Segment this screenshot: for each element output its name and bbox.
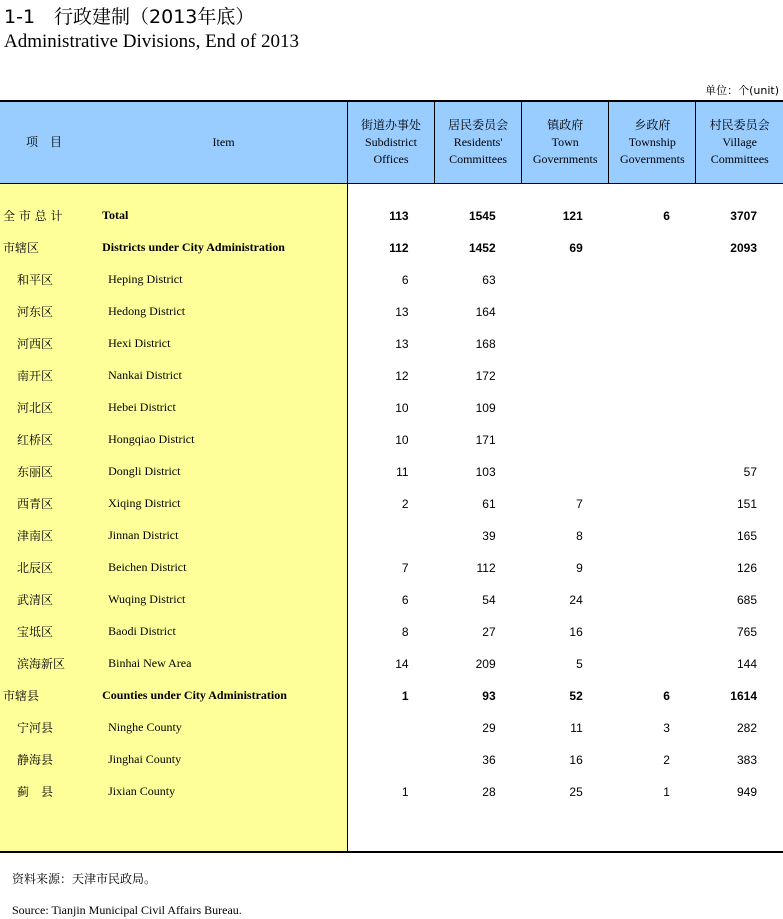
page-title-en: Administrative Divisions, End of 2013 xyxy=(4,31,300,52)
cell-residents-committees: 63 xyxy=(482,272,496,287)
cell-subdistrict-offices: 13 xyxy=(395,336,409,351)
row-label-en: Heping District xyxy=(100,264,347,296)
table-row xyxy=(0,328,783,360)
header-col-en2: Offices xyxy=(373,151,409,166)
cell-township-governments xyxy=(609,328,696,360)
table-row xyxy=(0,456,783,488)
header-township-governments xyxy=(609,101,696,183)
spacer-cell xyxy=(100,808,347,852)
table-row xyxy=(0,776,783,808)
cell-township-governments xyxy=(609,584,696,616)
row-label-en: Hebei District xyxy=(100,392,347,424)
cell-village-committees xyxy=(696,264,783,296)
row-label-cn: 南开区 xyxy=(0,360,100,392)
cell-village-committees: 282 xyxy=(736,720,757,735)
cell-village-committees xyxy=(696,360,783,392)
cell-residents-committees: 93 xyxy=(482,688,496,703)
page-title-cn: 1-1 行政建制（2013年底） xyxy=(4,6,255,28)
cell-subdistrict-offices: 11 xyxy=(396,464,409,479)
header-subdistrict-offices xyxy=(347,101,434,183)
cell-town-governments: 9 xyxy=(576,560,583,575)
header-col-cn: 村民委员会 xyxy=(709,117,770,132)
header-item-cn: 项 目 xyxy=(0,101,100,183)
spacer-cell xyxy=(522,808,609,852)
cell-residents-committees: 103 xyxy=(475,464,496,479)
row-label-en: Hedong District xyxy=(100,296,347,328)
header-col-en2: Governments xyxy=(532,151,598,166)
divisions-table-container xyxy=(0,100,783,853)
cell-subdistrict-offices: 113 xyxy=(389,208,409,223)
row-label-cn: 河东区 xyxy=(0,296,100,328)
cell-residents-committees: 54 xyxy=(482,592,496,607)
row-label-cn: 武清区 xyxy=(0,584,100,616)
cell-village-committees xyxy=(696,328,783,360)
table-row xyxy=(0,200,783,232)
cell-residents-committees: 1452 xyxy=(468,240,496,255)
cell-town-governments: 24 xyxy=(569,592,583,607)
table-row xyxy=(0,264,783,296)
cell-township-governments xyxy=(609,360,696,392)
cell-township-governments: 2 xyxy=(663,752,670,767)
table-row xyxy=(0,744,783,776)
spacer-cell xyxy=(100,183,347,200)
cell-town-governments: 69 xyxy=(569,240,583,255)
header-col-en1: Subdistrict xyxy=(364,134,417,149)
table-body xyxy=(0,183,783,852)
header-row xyxy=(0,101,783,183)
header-col-en1: Township xyxy=(628,134,676,149)
cell-town-governments xyxy=(522,424,609,456)
row-label-cn: 宝坻区 xyxy=(0,616,100,648)
header-village-committees xyxy=(696,101,783,183)
row-label-cn: 静海县 xyxy=(0,744,100,776)
table-row xyxy=(0,712,783,744)
header-col-cn: 居民委员会 xyxy=(448,117,509,132)
table-row xyxy=(0,424,783,456)
cell-village-committees xyxy=(696,392,783,424)
cell-residents-committees: 168 xyxy=(475,336,496,351)
cell-subdistrict-offices: 2 xyxy=(401,496,409,511)
row-label-cn: 市辖区 xyxy=(0,232,100,264)
spacer-cell xyxy=(347,808,434,852)
table-row xyxy=(0,552,783,584)
row-label-cn: 滨海新区 xyxy=(0,648,100,680)
header-town-governments xyxy=(522,101,609,183)
header-residents-committees xyxy=(435,101,522,183)
row-label-cn: 和平区 xyxy=(0,264,100,296)
row-label-cn: 河西区 xyxy=(0,328,100,360)
spacer-cell xyxy=(347,183,434,200)
row-label-cn: 北辰区 xyxy=(0,552,100,584)
cell-township-governments xyxy=(609,296,696,328)
table-row xyxy=(0,616,783,648)
row-label-en: Xiqing District xyxy=(100,488,347,520)
header-col-en2: Governments xyxy=(619,151,685,166)
header-col-en2: Committees xyxy=(710,151,769,166)
cell-subdistrict-offices: 1 xyxy=(401,688,409,703)
cell-subdistrict-offices: 13 xyxy=(395,304,409,319)
cell-residents-committees: 36 xyxy=(482,752,496,767)
cell-village-committees: 949 xyxy=(736,784,757,799)
row-label-cn: 全 市 总 计 xyxy=(0,200,100,232)
cell-residents-committees: 28 xyxy=(482,784,496,799)
table-row xyxy=(0,392,783,424)
row-label-en: Total xyxy=(100,200,347,232)
cell-village-committees: 2093 xyxy=(730,240,757,255)
cell-town-governments xyxy=(522,456,609,488)
row-label-en: Wuqing District xyxy=(100,584,347,616)
cell-town-governments xyxy=(522,392,609,424)
cell-residents-committees: 27 xyxy=(482,624,496,639)
row-label-en: Counties under City Administration xyxy=(100,680,347,712)
cell-subdistrict-offices: 1 xyxy=(401,784,409,799)
header-col-en1: Town xyxy=(551,134,579,149)
cell-town-governments: 5 xyxy=(576,656,583,671)
cell-town-governments xyxy=(522,328,609,360)
cell-township-governments xyxy=(609,552,696,584)
cell-subdistrict-offices xyxy=(347,520,434,552)
row-label-cn: 津南区 xyxy=(0,520,100,552)
cell-town-governments xyxy=(522,264,609,296)
cell-township-governments xyxy=(609,232,696,264)
row-label-en: Ninghe County xyxy=(100,712,347,744)
row-label-cn: 市辖县 xyxy=(0,680,100,712)
row-label-cn: 西青区 xyxy=(0,488,100,520)
row-label-en: Baodi District xyxy=(100,616,347,648)
cell-township-governments xyxy=(609,456,696,488)
cell-residents-committees: 29 xyxy=(482,720,496,735)
table-row xyxy=(0,232,783,264)
cell-village-committees: 151 xyxy=(736,496,757,511)
spacer-cell xyxy=(609,183,696,200)
cell-subdistrict-offices: 7 xyxy=(401,560,409,575)
cell-residents-committees: 172 xyxy=(475,368,496,383)
spacer-cell xyxy=(609,808,696,852)
cell-village-committees: 383 xyxy=(736,752,757,767)
cell-village-committees xyxy=(696,296,783,328)
row-label-cn: 河北区 xyxy=(0,392,100,424)
spacer-row xyxy=(0,183,783,200)
spacer-cell xyxy=(0,808,100,852)
header-item-en: Item xyxy=(100,101,347,183)
cell-subdistrict-offices: 14 xyxy=(395,656,409,671)
cell-subdistrict-offices: 6 xyxy=(401,592,409,607)
row-label-cn: 东丽区 xyxy=(0,456,100,488)
cell-township-governments xyxy=(609,520,696,552)
cell-town-governments: 25 xyxy=(569,784,583,799)
cell-township-governments: 6 xyxy=(663,688,670,703)
header-col-en2: Committees xyxy=(449,151,508,166)
row-label-en: Hongqiao District xyxy=(100,424,347,456)
spacer-cell xyxy=(0,183,100,200)
cell-village-committees: 57 xyxy=(743,464,757,479)
cell-residents-committees: 171 xyxy=(475,432,496,447)
cell-subdistrict-offices: 10 xyxy=(395,432,409,447)
cell-village-committees: 165 xyxy=(736,528,757,543)
source-note-en: Source: Tianjin Municipal Civil Affairs Bureau. xyxy=(12,903,242,917)
cell-town-governments: 16 xyxy=(569,752,583,767)
cell-residents-committees: 112 xyxy=(476,560,496,575)
cell-village-committees: 765 xyxy=(736,624,757,639)
cell-residents-committees: 209 xyxy=(475,656,496,671)
cell-town-governments: 8 xyxy=(576,528,583,543)
cell-village-committees xyxy=(696,424,783,456)
cell-residents-committees: 61 xyxy=(482,496,496,511)
cell-subdistrict-offices: 8 xyxy=(401,624,409,639)
cell-township-governments: 1 xyxy=(663,784,670,799)
cell-subdistrict-offices xyxy=(347,744,434,776)
spacer-cell xyxy=(696,183,783,200)
row-label-en: Districts under City Administration xyxy=(100,232,347,264)
cell-subdistrict-offices: 112 xyxy=(389,240,409,255)
cell-town-governments: 52 xyxy=(569,688,583,703)
row-label-en: Jinghai County xyxy=(100,744,347,776)
cell-town-governments xyxy=(522,296,609,328)
cell-town-governments: 11 xyxy=(570,720,583,735)
table-row xyxy=(0,584,783,616)
cell-township-governments: 6 xyxy=(663,208,670,223)
cell-village-committees: 1614 xyxy=(730,688,757,703)
header-col-en1: Village xyxy=(722,134,757,149)
cell-village-committees: 126 xyxy=(736,560,757,575)
spacer-cell xyxy=(435,808,522,852)
cell-township-governments xyxy=(609,648,696,680)
cell-subdistrict-offices: 12 xyxy=(395,368,409,383)
cell-township-governments xyxy=(609,616,696,648)
header-col-en1: Residents' xyxy=(453,134,503,149)
table-row xyxy=(0,360,783,392)
spacer-cell xyxy=(696,808,783,852)
cell-township-governments xyxy=(609,264,696,296)
row-label-cn: 红桥区 xyxy=(0,424,100,456)
row-label-en: Hexi District xyxy=(100,328,347,360)
header-col-cn: 街道办事处 xyxy=(360,117,421,132)
spacer-cell xyxy=(435,183,522,200)
cell-village-committees: 3707 xyxy=(730,208,757,223)
cell-town-governments: 16 xyxy=(569,624,583,639)
cell-town-governments: 121 xyxy=(562,208,583,223)
cell-village-committees: 144 xyxy=(736,656,757,671)
cell-township-governments xyxy=(609,392,696,424)
spacer-cell xyxy=(522,183,609,200)
cell-residents-committees: 164 xyxy=(475,304,496,319)
row-label-en: Nankai District xyxy=(100,360,347,392)
cell-village-committees: 685 xyxy=(736,592,757,607)
cell-town-governments: 7 xyxy=(576,496,583,511)
cell-township-governments xyxy=(609,424,696,456)
row-label-en: Jinnan District xyxy=(100,520,347,552)
table-row xyxy=(0,648,783,680)
table-row xyxy=(0,680,783,712)
header-col-cn: 镇政府 xyxy=(547,117,584,132)
table-row xyxy=(0,296,783,328)
cell-subdistrict-offices: 10 xyxy=(395,400,409,415)
divisions-table xyxy=(0,100,783,853)
cell-residents-committees: 1545 xyxy=(468,208,496,223)
cell-subdistrict-offices: 6 xyxy=(401,272,409,287)
cell-township-governments: 3 xyxy=(663,720,670,735)
header-col-cn: 乡政府 xyxy=(634,117,671,132)
spacer-row xyxy=(0,808,783,852)
cell-subdistrict-offices xyxy=(347,712,434,744)
source-note-cn: 资料来源：天津市民政局。 xyxy=(12,872,157,886)
cell-residents-committees: 109 xyxy=(475,400,496,415)
cell-residents-committees: 39 xyxy=(482,528,496,543)
cell-town-governments xyxy=(522,360,609,392)
cell-township-governments xyxy=(609,488,696,520)
row-label-cn: 宁河县 xyxy=(0,712,100,744)
table-row xyxy=(0,488,783,520)
row-label-en: Beichen District xyxy=(100,552,347,584)
row-label-en: Dongli District xyxy=(100,456,347,488)
table-row xyxy=(0,520,783,552)
row-label-en: Binhai New Area xyxy=(100,648,347,680)
row-label-en: Jixian County xyxy=(100,776,347,808)
row-label-cn: 蓟 县 xyxy=(0,776,100,808)
unit-label: 单位：个(unit) xyxy=(705,84,779,97)
